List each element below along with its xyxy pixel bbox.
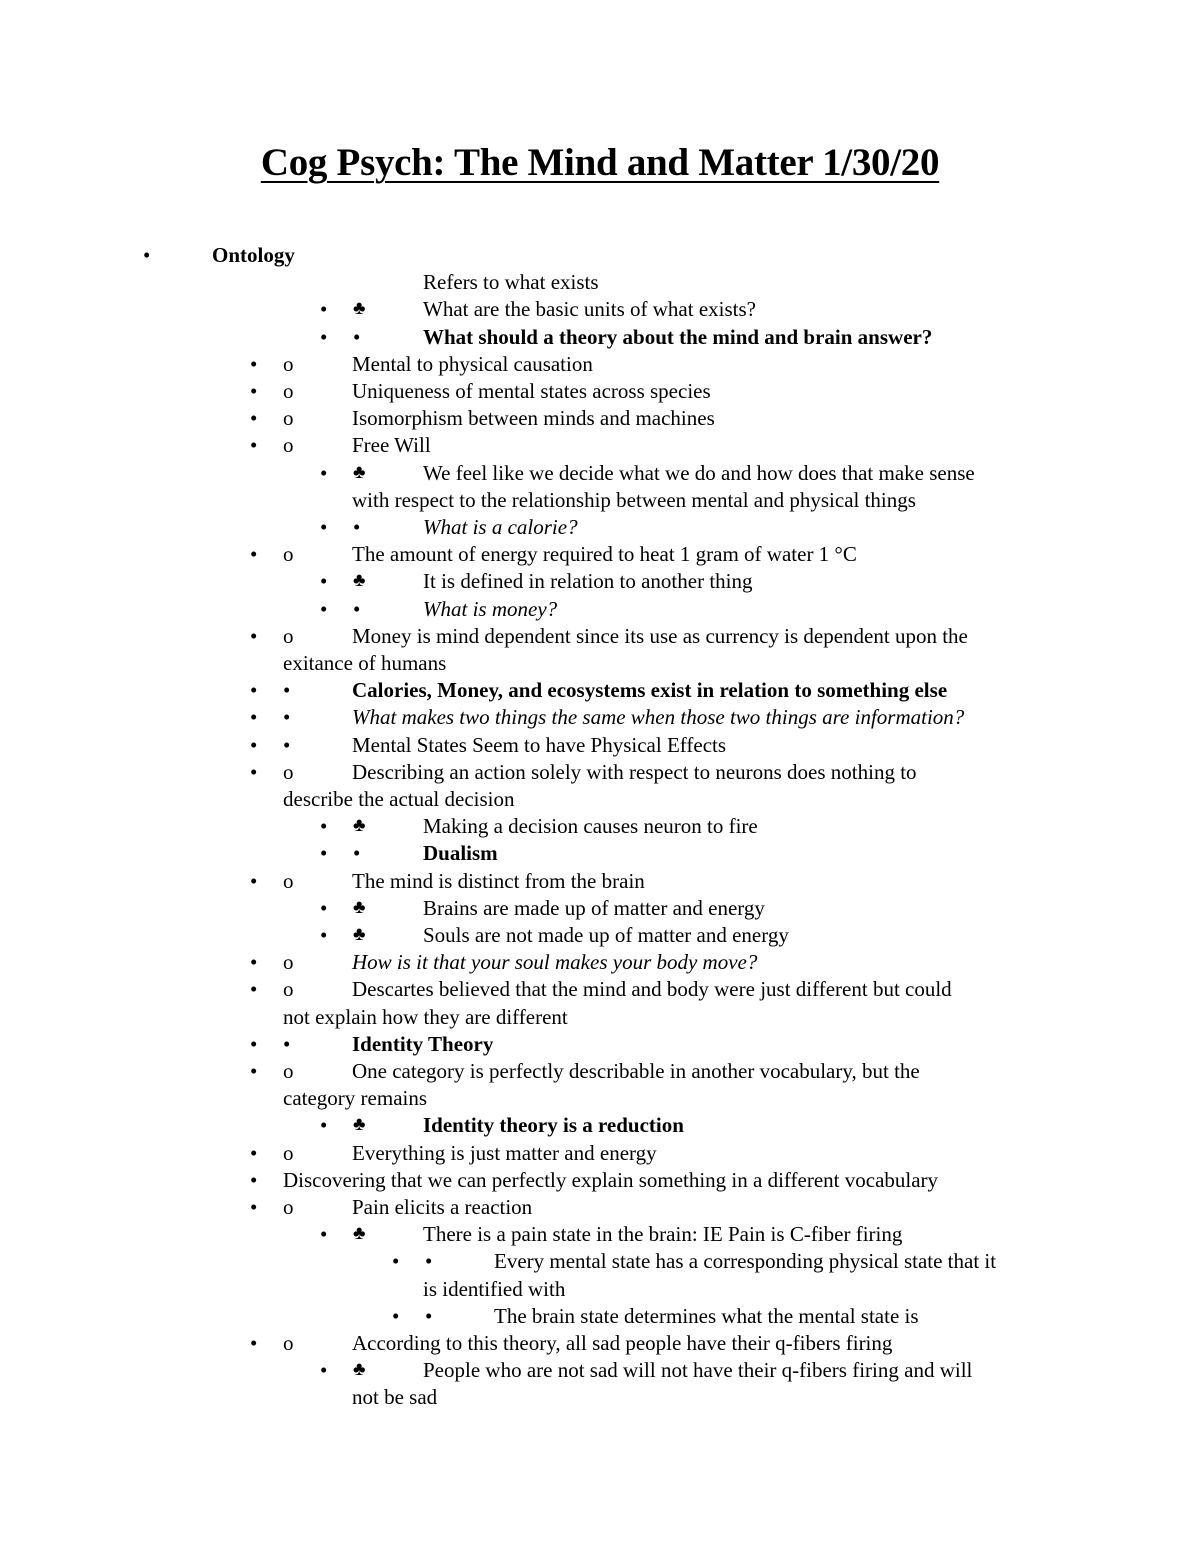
club-bullet-icon: ♣	[353, 1359, 366, 1381]
bullet-icon: •	[320, 1358, 328, 1383]
bullet-icon: •	[353, 324, 361, 349]
club-bullet-icon: ♣	[353, 924, 366, 945]
bullet-icon: •	[320, 814, 328, 839]
circle-bullet-icon: o	[283, 950, 294, 975]
bullet-icon: •	[320, 923, 328, 947]
outline-line-text: How is it that your soul makes your body move?	[352, 950, 758, 975]
bullet-icon: •	[250, 1140, 258, 1165]
club-bullet-icon: ♣	[353, 815, 366, 837]
outline-line-text: What is money?	[423, 596, 558, 621]
circle-bullet-icon: o	[283, 433, 294, 458]
outline-line-text: Identity theory is a reduction	[423, 1113, 684, 1138]
outline-line-text: We feel like we decide what we do and how does that make sense	[423, 460, 975, 485]
bullet-icon: •	[283, 1031, 291, 1056]
outline-line-text: What are the basic units of what exists?	[423, 297, 756, 322]
outline-line-text: not be sad	[352, 1385, 438, 1410]
club-bullet-icon: ♣	[353, 896, 366, 918]
bullet-icon: •	[320, 1113, 328, 1138]
circle-bullet-icon: o	[283, 1331, 294, 1355]
outline-line-text: Every mental state has a corresponding physical state that it	[494, 1249, 997, 1274]
outline-line-text: Pain elicits a reaction	[352, 1195, 533, 1219]
circle-bullet-icon: o	[283, 1059, 294, 1083]
bullet-icon: •	[250, 1167, 258, 1192]
outline-line-text: Souls are not made up of matter and energy	[423, 923, 789, 947]
outline-line-text: Calories, Money, and ecosystems exist in relation to something else	[352, 678, 948, 703]
outline-line-text: People who are not sad will not have their q-fibers firing and will	[423, 1358, 973, 1383]
bullet-icon: •	[250, 406, 258, 431]
bullet-icon: •	[250, 678, 258, 703]
outline-line-text: What makes two things the same when those two things are information?	[352, 705, 965, 730]
circle-bullet-icon: o	[283, 977, 294, 1002]
outline-line-text: Identity Theory	[352, 1031, 494, 1056]
circle-bullet-icon: o	[283, 1140, 294, 1165]
club-bullet-icon: ♣	[353, 570, 366, 592]
bullet-icon: •	[250, 1331, 258, 1355]
outline-line-text: Everything is just matter and energy	[352, 1140, 657, 1165]
bullet-icon: •	[353, 596, 361, 621]
bullet-icon: •	[250, 433, 258, 458]
outline-line-text: According to this theory, all sad people have their q-fibers firing	[352, 1331, 893, 1355]
bullet-icon: •	[250, 379, 258, 403]
bullet-icon: •	[283, 678, 291, 703]
outline-line-text: with respect to the relationship between mental and physical things	[352, 487, 916, 512]
bullet-icon: •	[320, 297, 328, 322]
circle-bullet-icon: o	[283, 379, 294, 403]
bullet-icon: •	[250, 1031, 258, 1056]
bullet-icon: •	[320, 515, 328, 539]
circle-bullet-icon: o	[283, 759, 294, 784]
circle-bullet-icon: o	[283, 406, 294, 431]
outline-line-text: Descartes believed that the mind and body were just different but could	[352, 977, 952, 1002]
outline-line-text: Refers to what exists	[423, 270, 599, 295]
bullet-icon: •	[250, 1059, 258, 1083]
bullet-icon: •	[250, 868, 258, 893]
outline-line-text: Dualism	[423, 841, 498, 866]
bullet-icon: •	[392, 1249, 400, 1274]
outline-line-text: One category is perfectly describable in another vocabulary, but the	[352, 1059, 920, 1083]
outline-line-text: Making a decision causes neuron to fire	[423, 814, 758, 839]
bullet-icon: •	[250, 977, 258, 1002]
bullet-icon: •	[320, 895, 328, 920]
outline-line-text: describe the actual decision	[283, 787, 515, 811]
club-bullet-icon: ♣	[353, 1223, 366, 1245]
outline-line-text: The mind is distinct from the brain	[352, 868, 645, 893]
outline-line-text: Mental States Seem to have Physical Effects	[352, 732, 727, 757]
outline-line-text: exitance of humans	[283, 651, 447, 675]
bullet-icon: •	[143, 243, 151, 267]
bullet-icon: •	[320, 460, 328, 485]
outline-line-text: The amount of energy required to heat 1 gram of water 1 °C	[352, 542, 857, 567]
bullet-icon: •	[250, 732, 258, 757]
outline-line-text: Brains are made up of matter and energy	[423, 895, 765, 920]
bullet-icon: •	[250, 1195, 258, 1219]
outline-line-text: is identified with	[423, 1276, 566, 1301]
bullet-icon: •	[250, 351, 258, 376]
outline-line-text: Discovering that we can perfectly explain something in a different vocabulary	[283, 1167, 939, 1192]
club-bullet-icon: ♣	[353, 1114, 366, 1136]
circle-bullet-icon: o	[283, 542, 294, 567]
outline-line-text: Mental to physical causation	[352, 351, 593, 376]
outline-line-text: The brain state determines what the mental state is	[494, 1303, 919, 1328]
bullet-icon: •	[353, 515, 361, 539]
circle-bullet-icon: o	[283, 623, 294, 648]
outline-line-text: Uniqueness of mental states across species	[352, 379, 711, 403]
bullet-icon: •	[425, 1249, 433, 1274]
circle-bullet-icon: o	[283, 1195, 294, 1219]
outline-line-text: Free Will	[352, 433, 431, 458]
page-title: Cog Psych: The Mind and Matter 1/30/20	[260, 141, 940, 184]
bullet-icon: •	[250, 542, 258, 567]
circle-bullet-icon: o	[283, 351, 294, 376]
club-bullet-icon: ♣	[353, 298, 366, 320]
bullet-icon: •	[250, 623, 258, 648]
outline-line-text: There is a pain state in the brain: IE Pain is C-fiber firing	[423, 1222, 903, 1247]
outline-line-text: What should a theory about the mind and brain answer?	[423, 324, 933, 349]
outline-line-text: not explain how they are different	[283, 1004, 568, 1029]
bullet-icon: •	[250, 950, 258, 975]
bullet-icon: •	[283, 705, 291, 730]
outline-line-text: Isomorphism between minds and machines	[352, 406, 715, 431]
bullet-icon: •	[320, 841, 328, 866]
outline-line-text: It is defined in relation to another thing	[423, 569, 753, 594]
bullet-icon: •	[320, 324, 328, 349]
bullet-icon: •	[353, 841, 361, 866]
bullet-icon: •	[392, 1303, 400, 1328]
bullet-icon: •	[250, 705, 258, 730]
outline-line-text: Describing an action solely with respect to neurons does nothing to	[352, 759, 917, 784]
bullet-icon: •	[425, 1303, 433, 1328]
bullet-icon: •	[320, 569, 328, 594]
club-bullet-icon: ♣	[353, 461, 366, 483]
outline-line-text: What is a calorie?	[423, 515, 578, 539]
bullet-icon: •	[250, 759, 258, 784]
circle-bullet-icon: o	[283, 868, 294, 893]
outline-line-text: category remains	[283, 1086, 428, 1111]
outline-line-text: Money is mind dependent since its use as currency is dependent upon the	[352, 623, 968, 648]
bullet-icon: •	[283, 732, 291, 757]
bullet-icon: •	[320, 1222, 328, 1247]
outline-line-text: Ontology	[212, 243, 295, 267]
bullet-icon: •	[320, 596, 328, 621]
